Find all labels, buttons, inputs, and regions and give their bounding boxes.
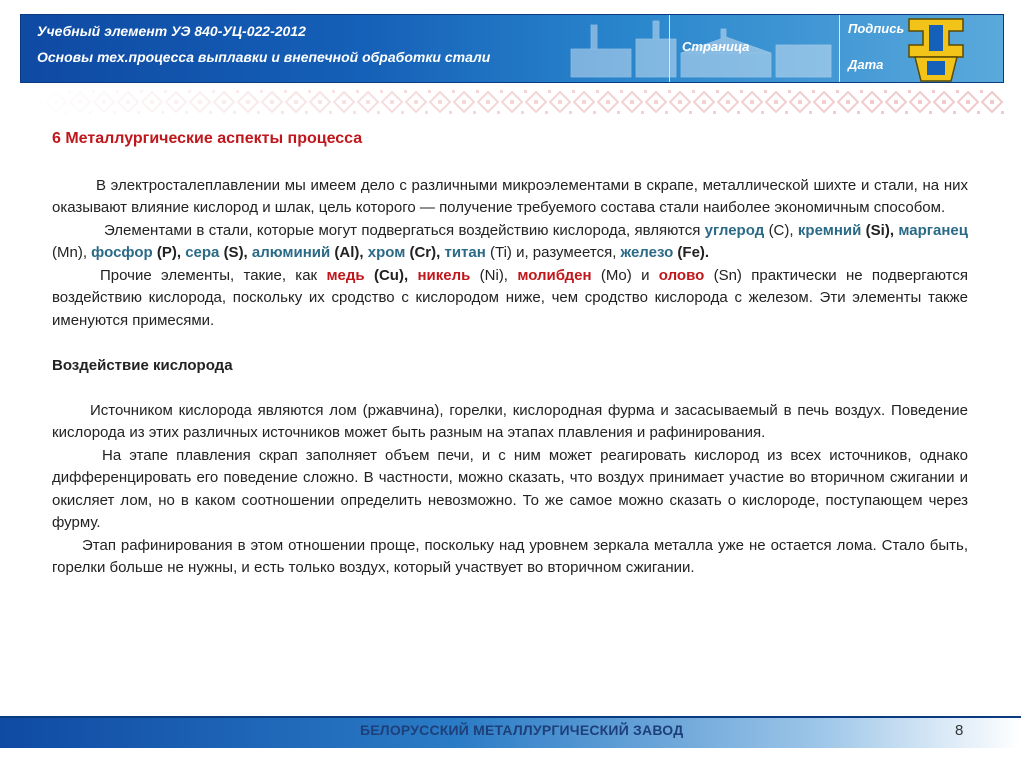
header-course-title: Основы тех.процесса выплавки и внепечной обработки стали	[37, 49, 491, 65]
document-body	[52, 128, 968, 580]
symbol-manganese: (Mn),	[52, 244, 87, 261]
impurities-and: и	[641, 266, 650, 284]
impurities-rest: практически не подвергаются воздействию кислорода, поскольку их сродство с кислородом ниже, чем сродство кислорода с железом. Эти элементы также именуются примесями.	[52, 266, 969, 329]
paragraph-impurities	[52, 265, 968, 333]
symbol-sulfur: (S),	[223, 244, 248, 261]
symbol-nickel: (Ni),	[479, 266, 508, 284]
element-titanium: титан	[444, 244, 486, 261]
paragraph-refining-stage: Этап рафинирования в этом отношении проще, поскольку над уровнем зеркала металла уже не остается лома. Стало быть, горелки больше не нужны, и есть только воздух, который участвует во вторичном сжигании.	[52, 536, 968, 576]
symbol-phosphorus: (P),	[156, 244, 182, 261]
symbol-tin: (Sn)	[713, 266, 742, 284]
header-page-cell	[669, 15, 839, 82]
elements-intro: Элементами в стали, которые могут подвергаться воздействию кислорода, являются	[104, 221, 701, 239]
symbol-copper: (Cu),	[373, 266, 409, 284]
symbol-aluminium: (Al),	[334, 244, 364, 261]
subsection-heading: Воздействие кислорода	[52, 356, 233, 374]
element-molybdenum: молибден	[517, 266, 592, 284]
element-nickel: никель	[417, 266, 471, 284]
symbol-molybdenum: (Mo)	[600, 266, 632, 284]
elements-mid: и, разумеется,	[516, 244, 617, 261]
section-heading: 6 Металлургические аспекты процесса	[52, 130, 363, 147]
symbol-carbon: (С),	[768, 221, 794, 239]
spacer	[52, 377, 968, 400]
symbol-titanium: (Ti)	[489, 244, 512, 261]
element-sulfur: сера	[185, 244, 220, 261]
footer-company-name: БЕЛОРУССКИЙ МЕТАЛЛУРГИЧЕСКИЙ ЗАВОД	[360, 722, 684, 738]
element-manganese: марганец	[898, 221, 968, 239]
paragraph-melting-stage: На этапе плавления скрап заполняет объем печи, и с ним может реагировать кислород из всех источников, однако дифференцировать его поведение сложно. В частности, можно сказать, что воздух принимает участие во вторичном сжигании и окисляет лом, но в каком соотношении определить невозможно. То же самое можно сказать о кислороде, поступающем через фурму.	[52, 446, 968, 531]
bmz-logo	[901, 17, 971, 83]
impurities-intro: Прочие элементы, такие, как	[100, 266, 318, 284]
header-page-label: Страница	[682, 39, 750, 54]
symbol-chromium: (Cr),	[409, 244, 441, 261]
header-date-label: Дата	[848, 57, 884, 72]
element-aluminium: алюминий	[251, 244, 331, 261]
paragraph-intro: В электросталеплавлении мы имеем дело с различными микроэлементами в скрапе, металлической шихте и стали, на них оказывают влияние кислород и шлак, цель которого — получение требуемого состава стали наиболее экономичным способом.	[52, 176, 968, 216]
element-copper: медь	[326, 266, 365, 284]
paragraph-oxygen-sources: Источником кислорода являются лом (ржавчина), горелки, кислородная фурма и засасываемый в печь воздух. Поведение кислорода из этих различных источников может быть разным на этапах плавления и рафинирования.	[52, 401, 968, 441]
symbol-iron: (Fe).	[677, 244, 710, 261]
element-chromium: хром	[367, 244, 406, 261]
document-header	[20, 14, 1004, 83]
element-iron: железо	[620, 244, 674, 261]
footer-divider	[0, 716, 1021, 718]
element-phosphorus: фосфор	[91, 244, 153, 261]
header-unit-code: Учебный элемент УЭ 840-УЦ-022-2012	[37, 23, 306, 39]
element-silicon: кремний	[797, 221, 862, 239]
spacer	[52, 332, 968, 355]
symbol-silicon: (Si),	[865, 221, 895, 239]
paragraph-elements	[52, 220, 968, 265]
element-carbon: углерод	[704, 221, 765, 239]
ornament-strip	[20, 90, 1004, 114]
element-tin: олово	[658, 266, 705, 284]
header-sign-label: Подпись	[848, 21, 905, 36]
page-number: 8	[955, 722, 964, 739]
